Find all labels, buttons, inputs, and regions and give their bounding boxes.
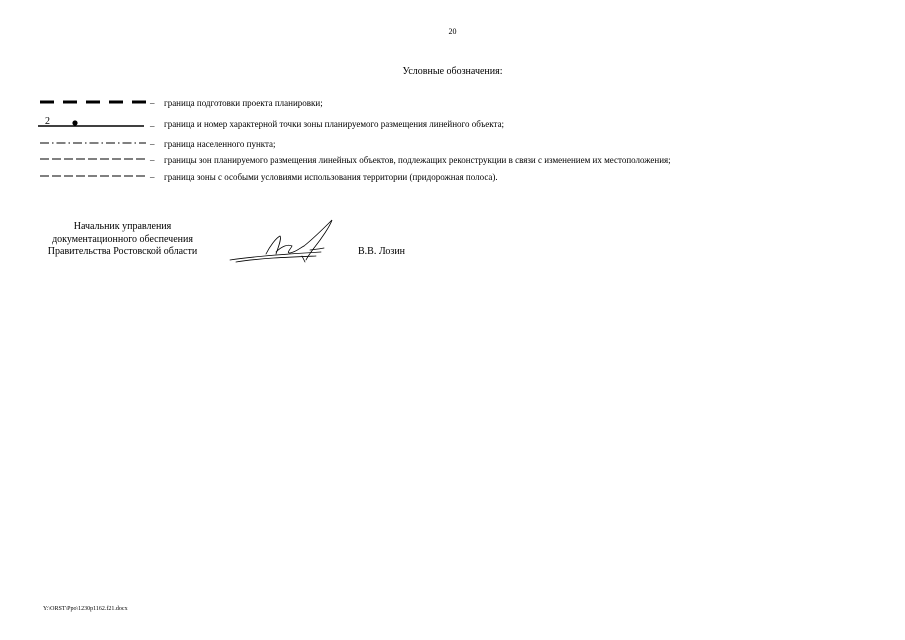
legend-dash: – xyxy=(150,98,155,108)
signatory-title-line: Начальник управления xyxy=(73,221,172,232)
legend-title: Условные обозначения: xyxy=(402,66,503,77)
signatory-title xyxy=(20,221,225,259)
legend-text: граница подготовки проекта планировки; xyxy=(164,98,323,108)
thick-dashed-line-symbol xyxy=(38,97,148,109)
point-number-label: 2 xyxy=(45,116,50,127)
signatory-title-line: Правительства Ростовской области xyxy=(47,246,198,257)
signatory-name: В.В. Лозин xyxy=(358,246,406,257)
dash-dot-line-symbol xyxy=(38,138,148,150)
point-marker xyxy=(72,120,77,125)
page-number: 20 xyxy=(448,27,457,36)
long-dashed-line-symbol xyxy=(38,171,148,183)
legend-dash: – xyxy=(150,155,155,165)
legend-dash: – xyxy=(150,172,155,182)
long-dashed-line-symbol xyxy=(38,154,148,166)
legend-dash: – xyxy=(150,139,155,149)
handwritten-signature xyxy=(226,216,338,266)
signatory-title-line: документационного обеспечения xyxy=(52,233,193,245)
legend-text: граница зоны с особыми условиями использования территории (придорожная полоса). xyxy=(164,172,498,182)
legend-text: граница и номер характерной точки зоны планируемого размещения линейного объекта; xyxy=(164,119,505,129)
legend-text: границы зон планируемого размещения линейных объектов, подлежащих реконструкции в связи с изменением их местоположения; xyxy=(164,155,671,165)
legend-dash: – xyxy=(150,121,155,131)
file-path-footer: Y:\ORST\Ppo\1230p1162.f21.docx xyxy=(43,606,128,612)
line-with-point-symbol xyxy=(38,118,148,132)
legend-text: граница населенного пункта; xyxy=(164,139,276,149)
